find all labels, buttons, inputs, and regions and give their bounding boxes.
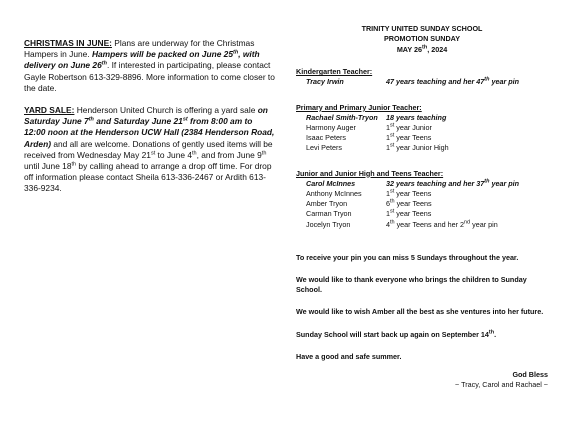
promotion-header [296, 24, 548, 55]
list-item: Harmony Auger 1st year Junior [306, 122, 432, 133]
list-item: Levi Peters 1st year Junior High [306, 142, 449, 153]
junior-title: Junior and Junior High and Teens Teacher: [296, 168, 444, 178]
closing-signature: ~ Tracy, Carol and Rachael ~ [455, 380, 548, 390]
kindergarten-section [296, 67, 548, 87]
yard-sale-heading: YARD SALE: [24, 105, 75, 116]
header-event: PROMOTION SUNDAY [383, 34, 460, 44]
christmas-in-june-paragraph: CHRISTMAS IN JUNE: Plans are underway for the Christmas Hampers in June. Hampers will be packed on June 25th, with delivery on June 26th. If interested in participating, please contact Gayle Robertson 613-329-8896. More information to come closer to the date. [24, 38, 275, 93]
kindergarten-title: Kindergarten Teacher: [296, 67, 373, 77]
list-item: Amber Tryon 6th year Teens [306, 198, 432, 209]
christmas-bold-1: Hampers will be packed on June 25th, with delivery on June 26th [24, 49, 260, 71]
note-pin: To receive your pin you can miss 5 Sundays throughout the year. [296, 252, 519, 262]
note-amber: We would like to wish Amber all the best as she ventures into her future. [296, 307, 544, 317]
note-restart: Sunday School will start back up again on September 14th. [296, 329, 497, 339]
yard-sale-paragraph: YARD SALE: Henderson United Church is offering a yard sale on Saturday June 7th and Saturday June 21st from 8:00 am to 12:00 noon at the Henderson UCW Hall (2384 Henderson Road, Arden) and all are welcome. Donations of gently used items will be received from Wednesday May 21st to June 4th, and from June 9th until June 18th by calling ahead to arrange a drop off time. For drop off information please contact Sheila 613-336-2467 or Ardith 613-336-9234. [24, 105, 275, 194]
christmas-heading: CHRISTMAS IN JUNE: [24, 38, 112, 48]
christmas-text-2: If interested in participating, please contact Gayle Robertson 613-329-8896. More information to come closer to the date. [24, 60, 275, 93]
junior-teacher-row: Carol McInnes 32 years teaching and her 37th year pin [306, 178, 520, 188]
primary-section [296, 103, 548, 154]
list-item: Isaac Peters 1st year Teens [306, 132, 432, 143]
kindergarten-teacher-row: Tracy Irwin 47 years teaching and her 47th year pin [306, 76, 520, 87]
header-school-name: TRINITY UNITED SUNDAY SCHOOL [361, 24, 483, 33]
note-thanks: We would like to thank everyone who brings the children to Sunday School. [296, 275, 527, 295]
note-summer: Have a good and safe summer. [296, 351, 402, 361]
primary-teacher-row: Rachael Smith-Tryon 18 years teaching [306, 112, 447, 122]
junior-section [296, 169, 548, 230]
right-column [296, 24, 548, 390]
closing-bless: God Bless [512, 370, 548, 380]
list-item: Anthony McInnes 1st year Teens [306, 188, 432, 199]
left-column [24, 38, 276, 206]
primary-title: Primary and Primary Junior Teacher: [296, 102, 422, 112]
yard-sale-bold-dates: on Saturday June 7th and Saturday June 21st from 8:00 am to 12:00 noon at the Henderson UCW Hall (2384 Henderson Road, Arden) [24, 105, 275, 149]
header-date: MAY 26th, 2024 [396, 44, 448, 54]
list-item: Jocelyn Tryon 4th year Teens and her 2nd year pin [306, 219, 498, 229]
christmas-text-1: Plans are underway for the Christmas Hampers in June. [24, 38, 255, 60]
list-item: Carman Tryon 1st year Teens [306, 208, 432, 219]
